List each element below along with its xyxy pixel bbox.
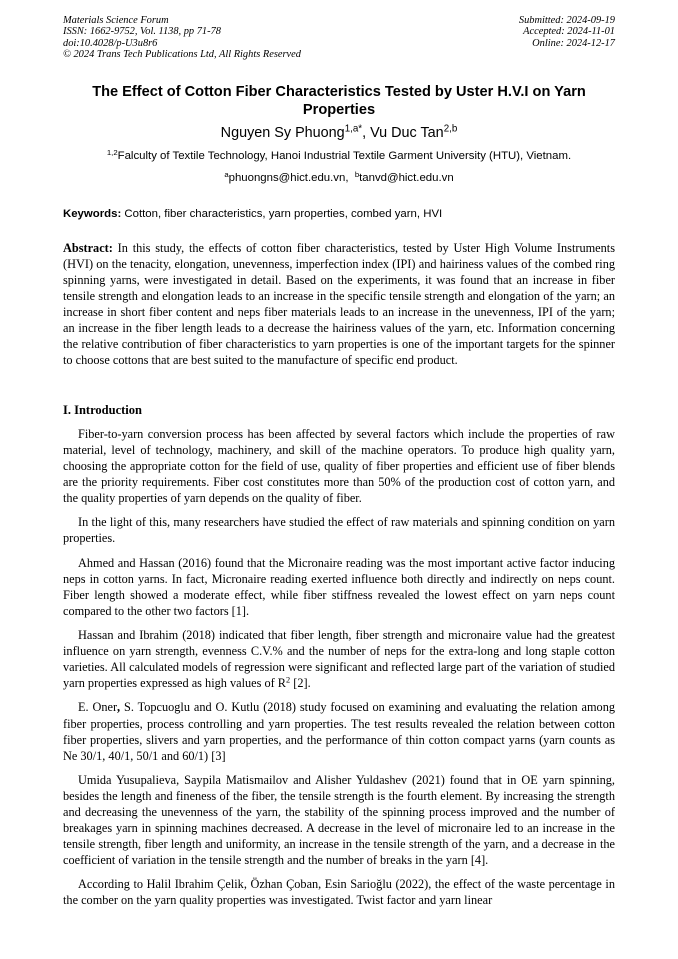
intro-paragraph-2: In the light of this, many researchers have studied the effect of raw materials and spinning condition on yarn properties. [63,515,615,546]
affiliation [63,149,615,163]
keywords-text: Cotton, fiber characteristics, yarn properties, combed yarn, HVI [121,208,443,220]
abstract-label: Abstract: [63,241,113,255]
intro-paragraph-4 [63,627,615,691]
keywords-label: Keywords: [63,208,122,220]
abstract [63,240,615,368]
affiliation-mark: 1,2 [106,147,118,157]
intro-p5-comma: , [117,700,121,715]
email-b-mark: b [354,169,360,179]
online-date: Online: 2024-12-17 [532,37,615,49]
intro-paragraph-5 [63,699,615,763]
copyright-line: © 2024 Trans Tech Publications Ltd, All Rights Reserved [63,48,301,60]
intro-p5-author: E. Oner [78,700,118,715]
title-line-2: Properties [302,102,376,118]
email-line [63,171,615,185]
abstract-text: In this study, the effects of cotton fiber characteristics, tested by Uster High Volume Instruments (HVI) on the tenacity, elongation, unevenness, imperfection index (IPI) and hairiness values of the combed ring spinning yarns, were investigated in detail. Based on the experiments, it was found that an increase in fiber tensile strength and elongation leads to an increase in the specific tensile strength and elongation of the yarn; an increase in short fiber content and neps fiber materials leads to an increase in the unevenness, IPI of the yarn; an increase in the fiber length leads to a decrease the hairiness values of the yarn, etc. Information concerning the relative contribution of fiber characteristics to yarn properties is one of the important targets for the spinner to choose cottons that are best suited to the manufacture of specific end product. [63,241,615,368]
intro-p4-superscript: 2 [286,675,291,685]
author-2: Vu Duc Tan [370,125,444,141]
issn-line: ISSN: 1662-9752, Vol. 1138, pp 71-78 [63,26,221,38]
dates-header [519,15,615,49]
keywords [63,207,615,221]
email-b[interactable]: tanvd@hict.edu.vn [359,172,454,184]
intro-paragraph-3: Ahmed and Hassan (2016) found that the Micronaire reading was the most important active factor inducing neps in cotton yarns. In fact, Micronaire reading exerted influence both directly and indirectly on neps count. Fiber length showed a moderate effect, while fiber stiffness revealed the lowest effect on yarn neps count compared to the other two factors [1]. [63,555,615,618]
introduction-body [63,426,615,917]
authors [63,124,615,142]
author-2-affiliation-mark: 2,b [443,123,458,135]
submitted-date: Submitted: 2024-09-19 [518,15,615,26]
author-1: Nguyen Sy Phuong [220,125,345,141]
author-separator: , [362,125,371,141]
intro-p4-citation: [2]. [290,676,311,691]
doi-line: doi:10.4028/p-U3u8r6 [63,37,158,49]
intro-paragraph-1: Fiber-to-yarn conversion process has been affected by several factors which include the properties of raw material, level of technology, machinery, and skill of the machine operators. To produce high quality yarn, choosing the appropriate cotton for the field of use, quality of fiber properties and efficient use of fiber blends are the priority requirements. Fiber cost constitutes more than 50% of the production cost of cotton yarn, and the quality properties of yarn depends on the quality of fiber. [63,427,615,506]
email-a[interactable]: phuongns@hict.edu.vn, [228,172,349,184]
section-heading-introduction: I. Introduction [63,403,142,417]
email-a-mark: a [224,169,229,179]
title-line-1: The Effect of Cotton Fiber Characteristics Tested by Uster H.V.I on Yarn [92,84,586,100]
journal-header [63,15,301,60]
author-1-affiliation-mark: 1,a* [344,123,363,135]
journal-name: Materials Science Forum [63,15,169,26]
intro-paragraph-6: Umida Yusupalieva, Saypila Matismailov and Alisher Yuldashev (2021) found that in OE yarn spinning, besides the length and fineness of the fiber, the tensile strength is the fourth element. By increasing the strength and decreasing the unevenness of the yarn, the stability of the spinning process improved and the number of breakages yarn in spinning machines decreased. A decrease in the level of micronaire led to an increase in the tensile strength, fiber length and uniformity, an increase in the tensile strength of the yarn, and a decrease in the coefficient of variation in the tensile strength and the number of breaks in the yarn [4]. [63,772,615,868]
intro-p5-text: S. Topcuoglu and O. Kutlu (2018) study focused on examining and evaluating the relation among fiber properties, process controlling and yarn properties. The test results revealed the relation between cotton fiber properties, slivers and yarn properties, and the performance of thin cotton compact yarns (yarn counts as Ne 30/1, 40/1, 50/1 and 60/1) [3] [63,700,615,763]
intro-paragraph-7: According to Halil Ibrahim Çelik, Özhan Çoban, Esin Sarioğlu (2022), the effect of the waste percentage in the comber on the yarn quality properties was investigated. Twist factor and yarn linear [63,877,615,908]
accepted-date: Accepted: 2024-11-01 [523,26,615,38]
intro-p4-text: Hassan and Ibrahim (2018) indicated that fiber length, fiber strength and micronaire value had the greatest influence on yarn strength, evenness C.V.% and the number of neps for the extra-long and long staple cotton varieties. All calculated models of regression were significant and reflected large part of the variation of studied yarn properties expressed as high values of R [63,628,615,691]
affiliation-text: Falculty of Textile Technology, Hanoi Industrial Textile Garment University (HTU), Vietnam. [117,150,572,162]
paper-title [63,83,615,119]
abstract-paragraph [63,240,615,368]
